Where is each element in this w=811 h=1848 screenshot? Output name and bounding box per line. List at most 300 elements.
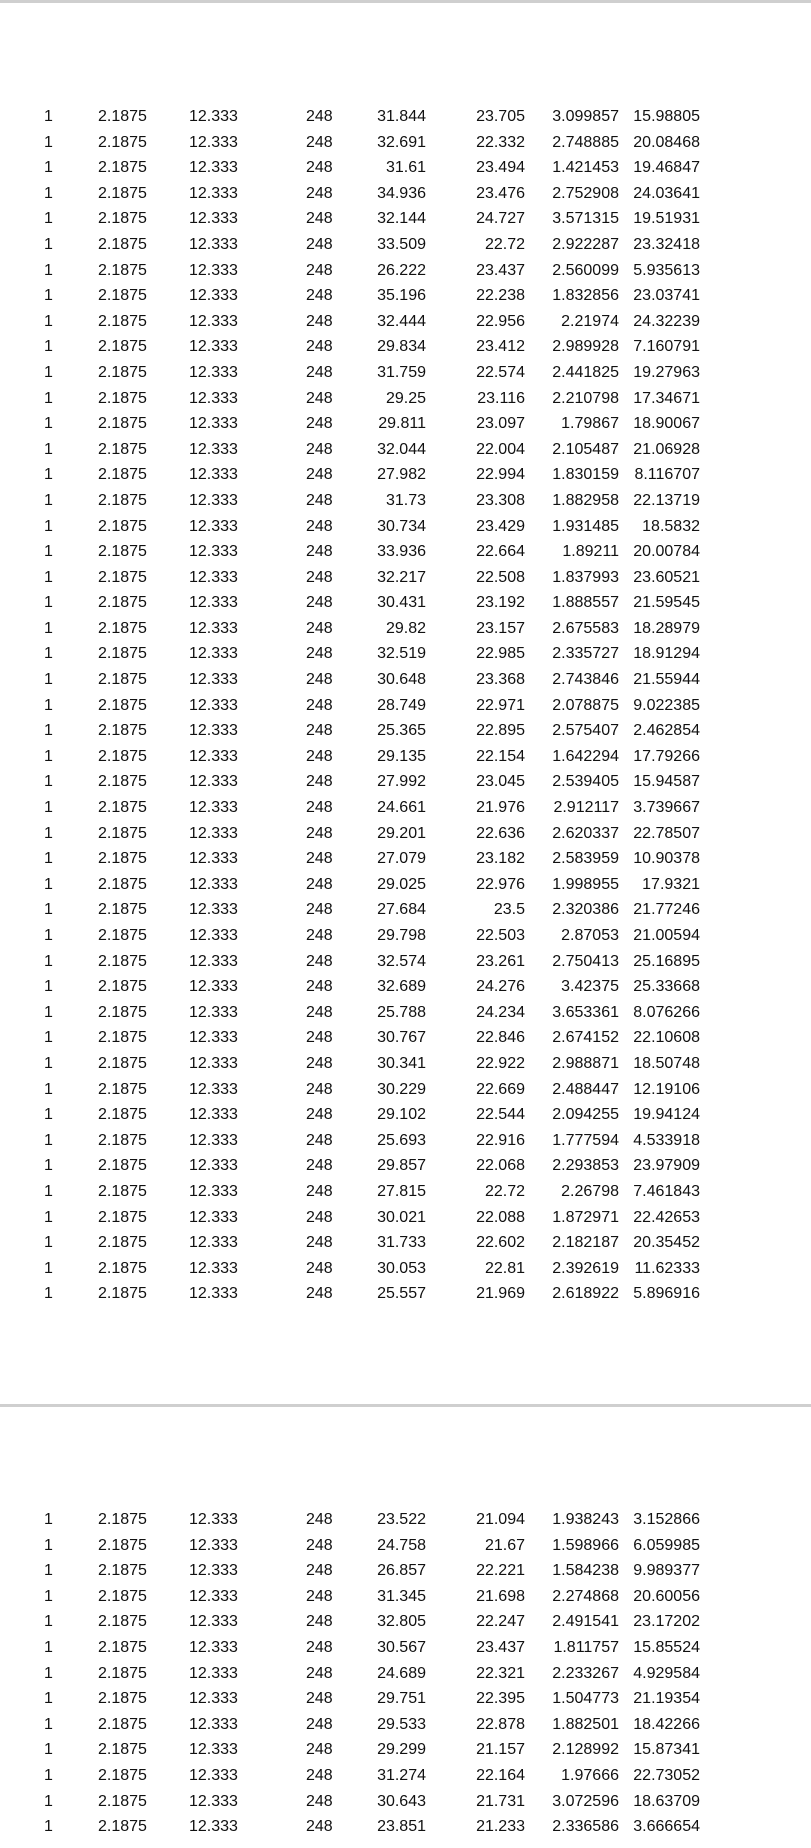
table-cell-col-5: 29.82 (385, 619, 426, 637)
table-cell-col-3: 12.333 (189, 1208, 238, 1226)
table-cell-col-1: 1 (44, 1131, 53, 1149)
table-cell-col-2: 2.1875 (98, 1054, 147, 1072)
table-cell-col-4: 248 (306, 389, 333, 407)
table-cell-col-7: 1.931485 (552, 517, 619, 535)
table-cell-col-1: 1 (44, 108, 53, 125)
table-cell-col-6: 23.157 (476, 619, 525, 637)
table-cell-col-8: 18.91294 (633, 645, 700, 663)
table-cell-col-1: 1 (44, 491, 53, 509)
table-cell-col-1: 1 (44, 1234, 53, 1252)
table-cell-col-1: 1 (44, 1157, 53, 1175)
table-row (0, 974, 811, 1000)
table-cell-col-4: 248 (306, 184, 333, 202)
table-cell-col-3: 12.333 (189, 133, 238, 151)
table-row (0, 1584, 811, 1610)
table-cell-col-8: 15.98805 (633, 108, 700, 125)
table-row (0, 1661, 811, 1687)
table-cell-col-3: 12.333 (189, 875, 238, 893)
table-cell-col-4: 248 (306, 619, 333, 637)
table-row (0, 1737, 811, 1763)
table-cell-col-8: 18.5832 (642, 517, 700, 535)
table-cell-col-8: 22.10608 (633, 1029, 700, 1047)
table-row (0, 1712, 811, 1738)
table-cell-col-6: 23.437 (476, 1638, 525, 1656)
table-cell-col-7: 1.832856 (552, 287, 619, 305)
table-cell-col-3: 12.333 (189, 594, 238, 612)
table-cell-col-7: 1.97666 (561, 1766, 619, 1784)
table-cell-col-6: 22.916 (476, 1131, 525, 1149)
table-cell-col-6: 22.971 (476, 696, 525, 714)
table-cell-col-3: 12.333 (189, 722, 238, 740)
table-cell-col-5: 25.365 (377, 722, 426, 740)
table-cell-col-2: 2.1875 (98, 671, 147, 689)
table-cell-col-7: 1.998955 (552, 875, 619, 893)
table-cell-col-6: 21.731 (476, 1792, 525, 1810)
table-cell-col-6: 22.72 (484, 235, 525, 253)
document-page-2 (0, 1407, 811, 1848)
table-row (0, 488, 811, 514)
table-row (0, 769, 811, 795)
table-cell-col-8: 19.27963 (633, 363, 700, 381)
table-cell-col-1: 1 (44, 1587, 53, 1605)
table-row (0, 949, 811, 975)
table-cell-col-4: 248 (306, 1131, 333, 1149)
table-cell-col-6: 23.437 (476, 261, 525, 279)
table-cell-col-4: 248 (306, 1638, 333, 1656)
table-cell-col-8: 11.62333 (634, 1259, 700, 1277)
table-cell-col-6: 24.276 (476, 978, 525, 996)
table-cell-col-5: 30.229 (377, 1080, 426, 1098)
table-cell-col-7: 1.882501 (552, 1715, 619, 1733)
table-cell-col-1: 1 (44, 901, 53, 919)
table-cell-col-8: 25.33668 (633, 978, 700, 996)
table-cell-col-7: 1.598966 (552, 1536, 619, 1554)
table-cell-col-4: 248 (306, 1234, 333, 1252)
table-cell-col-1: 1 (44, 363, 53, 381)
table-cell-col-8: 15.87341 (633, 1741, 700, 1759)
table-cell-col-1: 1 (44, 210, 53, 228)
table-cell-col-6: 23.308 (476, 491, 525, 509)
table-cell-col-2: 2.1875 (98, 1131, 147, 1149)
table-cell-col-8: 5.896916 (633, 1285, 700, 1303)
table-cell-col-6: 22.221 (476, 1562, 525, 1580)
table-cell-col-2: 2.1875 (98, 543, 147, 561)
table-cell-col-2: 2.1875 (98, 1562, 147, 1580)
table-cell-col-2: 2.1875 (98, 133, 147, 151)
table-cell-col-2: 2.1875 (98, 1638, 147, 1656)
table-cell-col-7: 1.79867 (561, 415, 619, 433)
document-page-1 (0, 3, 811, 1404)
table-cell-col-6: 22.602 (476, 1234, 525, 1252)
table-cell-col-5: 29.834 (377, 338, 426, 356)
table-cell-col-2: 2.1875 (98, 747, 147, 765)
table-cell-col-7: 1.584238 (552, 1562, 619, 1580)
table-cell-col-4: 248 (306, 1208, 333, 1226)
table-cell-col-7: 2.320386 (552, 901, 619, 919)
table-cell-col-8: 21.00594 (633, 927, 700, 944)
table-cell-col-2: 2.1875 (98, 594, 147, 612)
table-cell-col-2: 2.1875 (98, 363, 147, 381)
table-cell-col-2: 2.1875 (98, 722, 147, 740)
table-cell-col-1: 1 (44, 338, 53, 356)
table-cell-col-1: 1 (44, 824, 53, 842)
table-cell-col-7: 1.882958 (552, 491, 619, 509)
table-cell-col-4: 248 (306, 1766, 333, 1784)
table-cell-col-5: 29.811 (378, 415, 426, 433)
table-cell-col-2: 2.1875 (98, 287, 147, 305)
table-cell-col-5: 31.733 (377, 1234, 426, 1252)
table-cell-col-4: 248 (306, 645, 333, 663)
table-cell-col-5: 30.053 (377, 1259, 426, 1277)
table-cell-col-2: 2.1875 (98, 1106, 147, 1124)
data-table-page-2 (0, 1507, 811, 1840)
table-cell-col-8: 22.73052 (633, 1766, 700, 1784)
table-cell-col-6: 22.503 (476, 927, 525, 944)
table-cell-col-1: 1 (44, 850, 53, 868)
table-cell-col-3: 12.333 (189, 1157, 238, 1175)
table-cell-col-3: 12.333 (189, 1003, 238, 1021)
table-cell-col-3: 12.333 (189, 645, 238, 663)
table-cell-col-7: 2.539405 (552, 773, 619, 791)
table-cell-col-8: 24.32239 (633, 312, 700, 330)
table-cell-col-2: 2.1875 (98, 1690, 147, 1708)
table-row (0, 1609, 811, 1635)
table-row (0, 1153, 811, 1179)
table-cell-col-5: 29.798 (377, 927, 426, 944)
table-cell-col-6: 21.969 (476, 1285, 525, 1303)
table-cell-col-7: 2.575407 (552, 722, 619, 740)
table-row (0, 514, 811, 540)
table-cell-col-2: 2.1875 (98, 440, 147, 458)
table-cell-col-4: 248 (306, 1613, 333, 1631)
table-cell-col-7: 2.675583 (552, 619, 619, 637)
table-cell-col-5: 34.936 (377, 184, 426, 202)
table-cell-col-8: 23.17202 (633, 1613, 700, 1631)
table-cell-col-1: 1 (44, 1690, 53, 1708)
table-cell-col-7: 2.094255 (552, 1106, 619, 1124)
table-cell-col-3: 12.333 (189, 1766, 238, 1784)
table-cell-col-8: 20.35452 (633, 1234, 700, 1252)
table-cell-col-8: 21.55944 (633, 671, 700, 689)
table-cell-col-4: 248 (306, 1157, 333, 1175)
table-cell-col-3: 12.333 (189, 850, 238, 868)
table-cell-col-5: 32.044 (377, 440, 426, 458)
table-cell-col-3: 12.333 (189, 1715, 238, 1733)
table-row (0, 258, 811, 284)
table-cell-col-8: 6.059985 (633, 1536, 700, 1554)
table-cell-col-6: 22.669 (476, 1080, 525, 1098)
table-row (0, 155, 811, 181)
table-cell-col-4: 248 (306, 491, 333, 509)
table-cell-col-4: 248 (306, 978, 333, 996)
table-cell-col-1: 1 (44, 1208, 53, 1226)
table-cell-col-7: 1.777594 (552, 1131, 619, 1149)
table-cell-col-8: 2.462854 (633, 722, 700, 740)
table-row (0, 1205, 811, 1231)
table-row (0, 1102, 811, 1128)
table-cell-col-5: 32.689 (377, 978, 426, 996)
table-cell-col-1: 1 (44, 1054, 53, 1072)
table-cell-col-7: 2.336586 (552, 1818, 619, 1836)
table-cell-col-1: 1 (44, 1511, 53, 1528)
table-row (0, 1281, 811, 1307)
table-cell-col-3: 12.333 (189, 1054, 238, 1072)
table-cell-col-5: 29.135 (377, 747, 426, 765)
table-row (0, 1507, 811, 1533)
table-cell-col-2: 2.1875 (98, 952, 147, 970)
table-cell-col-2: 2.1875 (98, 568, 147, 586)
table-cell-col-4: 248 (306, 108, 333, 125)
table-cell-col-5: 30.341 (377, 1054, 426, 1072)
table-cell-col-4: 248 (306, 799, 333, 817)
table-cell-col-6: 23.368 (476, 671, 525, 689)
table-cell-col-7: 1.830159 (552, 466, 619, 484)
table-cell-col-5: 31.345 (377, 1587, 426, 1605)
table-row (0, 1789, 811, 1815)
table-cell-col-3: 12.333 (189, 1285, 238, 1303)
table-cell-col-1: 1 (44, 1536, 53, 1554)
table-cell-col-1: 1 (44, 389, 53, 407)
table-cell-col-2: 2.1875 (98, 415, 147, 433)
table-cell-col-8: 18.63709 (633, 1792, 700, 1810)
table-cell-col-5: 25.693 (377, 1131, 426, 1149)
table-cell-col-7: 2.748885 (552, 133, 619, 151)
table-cell-col-3: 12.333 (189, 338, 238, 356)
table-cell-col-1: 1 (44, 287, 53, 305)
table-cell-col-4: 248 (306, 517, 333, 535)
table-row (0, 1025, 811, 1051)
table-cell-col-6: 23.261 (476, 952, 525, 970)
table-cell-col-2: 2.1875 (98, 491, 147, 509)
table-cell-col-5: 29.533 (377, 1715, 426, 1733)
table-cell-col-7: 2.988871 (552, 1054, 619, 1072)
table-cell-col-3: 12.333 (189, 1613, 238, 1631)
table-cell-col-5: 27.982 (377, 466, 426, 484)
table-cell-col-3: 12.333 (189, 1818, 238, 1836)
table-cell-col-3: 12.333 (189, 415, 238, 433)
table-cell-col-4: 248 (306, 261, 333, 279)
table-cell-col-3: 12.333 (189, 363, 238, 381)
table-row (0, 565, 811, 591)
table-cell-col-1: 1 (44, 1664, 53, 1682)
table-cell-col-4: 248 (306, 568, 333, 586)
table-cell-col-1: 1 (44, 517, 53, 535)
table-cell-col-1: 1 (44, 1792, 53, 1810)
table-cell-col-4: 248 (306, 696, 333, 714)
table-cell-col-2: 2.1875 (98, 261, 147, 279)
table-cell-col-4: 248 (306, 722, 333, 740)
table-cell-col-1: 1 (44, 952, 53, 970)
table-cell-col-5: 25.557 (377, 1285, 426, 1303)
table-cell-col-8: 18.42266 (633, 1715, 700, 1733)
table-cell-col-6: 22.332 (476, 133, 525, 151)
table-row (0, 1230, 811, 1256)
table-cell-col-1: 1 (44, 594, 53, 612)
table-cell-col-6: 22.664 (476, 543, 525, 561)
table-cell-col-8: 21.77246 (633, 901, 700, 919)
table-cell-col-3: 12.333 (189, 927, 238, 944)
table-cell-col-2: 2.1875 (98, 1818, 147, 1836)
table-cell-col-1: 1 (44, 1080, 53, 1098)
table-cell-col-5: 23.522 (377, 1511, 426, 1528)
table-cell-col-1: 1 (44, 671, 53, 689)
table-cell-col-5: 30.648 (377, 671, 426, 689)
table-cell-col-3: 12.333 (189, 978, 238, 996)
table-cell-col-3: 12.333 (189, 108, 238, 125)
table-cell-col-5: 29.025 (377, 875, 426, 893)
table-cell-col-4: 248 (306, 466, 333, 484)
table-cell-col-5: 24.689 (377, 1664, 426, 1682)
table-row (0, 232, 811, 258)
table-cell-col-4: 248 (306, 1285, 333, 1303)
table-cell-col-8: 7.160791 (633, 338, 700, 356)
table-cell-col-4: 248 (306, 1080, 333, 1098)
table-cell-col-4: 248 (306, 747, 333, 765)
table-cell-col-2: 2.1875 (98, 1182, 147, 1200)
table-cell-col-2: 2.1875 (98, 1285, 147, 1303)
table-cell-col-3: 12.333 (189, 1259, 238, 1277)
table-cell-col-2: 2.1875 (98, 338, 147, 356)
table-cell-col-1: 1 (44, 1638, 53, 1656)
table-cell-col-4: 248 (306, 671, 333, 689)
table-cell-col-4: 248 (306, 1003, 333, 1021)
table-cell-col-3: 12.333 (189, 799, 238, 817)
table-cell-col-8: 21.19354 (633, 1690, 700, 1708)
table-row (0, 667, 811, 693)
table-cell-col-7: 3.099857 (552, 108, 619, 125)
table-row (0, 1533, 811, 1559)
table-cell-col-3: 12.333 (189, 671, 238, 689)
table-cell-col-2: 2.1875 (98, 824, 147, 842)
table-cell-col-2: 2.1875 (98, 184, 147, 202)
table-cell-col-3: 12.333 (189, 184, 238, 202)
table-cell-col-4: 248 (306, 901, 333, 919)
table-cell-col-3: 12.333 (189, 1029, 238, 1047)
table-cell-col-8: 4.929584 (633, 1664, 700, 1682)
table-cell-col-1: 1 (44, 235, 53, 253)
table-cell-col-6: 22.164 (476, 1766, 525, 1784)
table-row (0, 795, 811, 821)
table-cell-col-4: 248 (306, 1259, 333, 1277)
table-cell-col-4: 248 (306, 1182, 333, 1200)
table-cell-col-7: 2.989928 (552, 338, 619, 356)
table-cell-col-3: 12.333 (189, 210, 238, 228)
table-cell-col-6: 22.72 (484, 1182, 525, 1200)
table-cell-col-6: 21.698 (476, 1587, 525, 1605)
table-row (0, 1000, 811, 1026)
table-cell-col-2: 2.1875 (98, 108, 147, 125)
table-cell-col-7: 2.87053 (561, 927, 619, 944)
table-row (0, 693, 811, 719)
table-cell-col-4: 248 (306, 543, 333, 561)
table-row (0, 206, 811, 232)
table-cell-col-2: 2.1875 (98, 875, 147, 893)
table-cell-col-1: 1 (44, 159, 53, 177)
table-row (0, 1635, 811, 1661)
table-cell-col-6: 21.67 (484, 1536, 525, 1554)
table-cell-col-2: 2.1875 (98, 645, 147, 663)
table-row (0, 1763, 811, 1789)
table-cell-col-1: 1 (44, 927, 53, 944)
table-cell-col-3: 12.333 (189, 1080, 238, 1098)
table-cell-col-4: 248 (306, 440, 333, 458)
table-cell-col-1: 1 (44, 415, 53, 433)
table-cell-col-6: 22.985 (476, 645, 525, 663)
table-cell-col-6: 22.321 (476, 1664, 525, 1682)
table-cell-col-3: 12.333 (189, 773, 238, 791)
table-cell-col-8: 9.022385 (633, 696, 700, 714)
table-row (0, 1686, 811, 1712)
table-cell-col-1: 1 (44, 440, 53, 458)
table-cell-col-8: 24.03641 (633, 184, 700, 202)
table-row (0, 846, 811, 872)
table-cell-col-5: 29.751 (377, 1690, 426, 1708)
table-cell-col-7: 2.392619 (552, 1259, 619, 1277)
table-cell-col-3: 12.333 (189, 1792, 238, 1810)
table-cell-col-5: 28.749 (377, 696, 426, 714)
table-cell-col-6: 24.234 (476, 1003, 525, 1021)
table-row (0, 360, 811, 386)
table-row (0, 641, 811, 667)
table-cell-col-5: 32.444 (377, 312, 426, 330)
table-cell-col-8: 10.90378 (633, 850, 700, 868)
table-cell-col-8: 21.06928 (633, 440, 700, 458)
table-cell-col-5: 29.25 (385, 389, 426, 407)
table-cell-col-5: 31.274 (377, 1766, 426, 1784)
table-cell-col-5: 29.201 (377, 824, 426, 842)
table-cell-col-7: 2.26798 (561, 1182, 619, 1200)
table-cell-col-6: 22.574 (476, 363, 525, 381)
table-cell-col-7: 3.072596 (552, 1792, 619, 1810)
table-cell-col-6: 23.045 (476, 773, 525, 791)
table-cell-col-6: 22.922 (476, 1054, 525, 1072)
table-cell-col-7: 2.922287 (552, 235, 619, 253)
table-cell-col-4: 248 (306, 594, 333, 612)
table-cell-col-5: 32.217 (377, 568, 426, 586)
table-cell-col-8: 22.78507 (633, 824, 700, 842)
table-cell-col-4: 248 (306, 1536, 333, 1554)
table-cell-col-1: 1 (44, 1285, 53, 1303)
table-cell-col-7: 2.620337 (552, 824, 619, 842)
table-cell-col-6: 22.636 (476, 824, 525, 842)
table-row (0, 334, 811, 360)
table-cell-col-4: 248 (306, 1587, 333, 1605)
table-row (0, 539, 811, 565)
table-cell-col-7: 1.89211 (562, 543, 619, 561)
table-cell-col-2: 2.1875 (98, 1080, 147, 1098)
table-cell-col-3: 12.333 (189, 159, 238, 177)
table-cell-col-2: 2.1875 (98, 901, 147, 919)
table-cell-col-6: 22.81 (484, 1259, 525, 1277)
table-cell-col-1: 1 (44, 1715, 53, 1733)
table-cell-col-8: 17.34671 (633, 389, 700, 407)
table-cell-col-5: 26.222 (377, 261, 426, 279)
table-cell-col-4: 248 (306, 1054, 333, 1072)
table-cell-col-7: 2.912117 (553, 799, 619, 817)
table-cell-col-8: 18.50748 (633, 1054, 700, 1072)
table-cell-col-5: 30.734 (377, 517, 426, 535)
table-cell-col-5: 25.788 (377, 1003, 426, 1021)
table-cell-col-6: 22.994 (476, 466, 525, 484)
table-cell-col-4: 248 (306, 850, 333, 868)
table-row (0, 1051, 811, 1077)
table-cell-col-2: 2.1875 (98, 1511, 147, 1528)
table-cell-col-7: 2.441825 (552, 363, 619, 381)
table-cell-col-5: 24.661 (377, 799, 426, 817)
table-cell-col-7: 2.583959 (552, 850, 619, 868)
table-cell-col-4: 248 (306, 824, 333, 842)
table-cell-col-4: 248 (306, 875, 333, 893)
